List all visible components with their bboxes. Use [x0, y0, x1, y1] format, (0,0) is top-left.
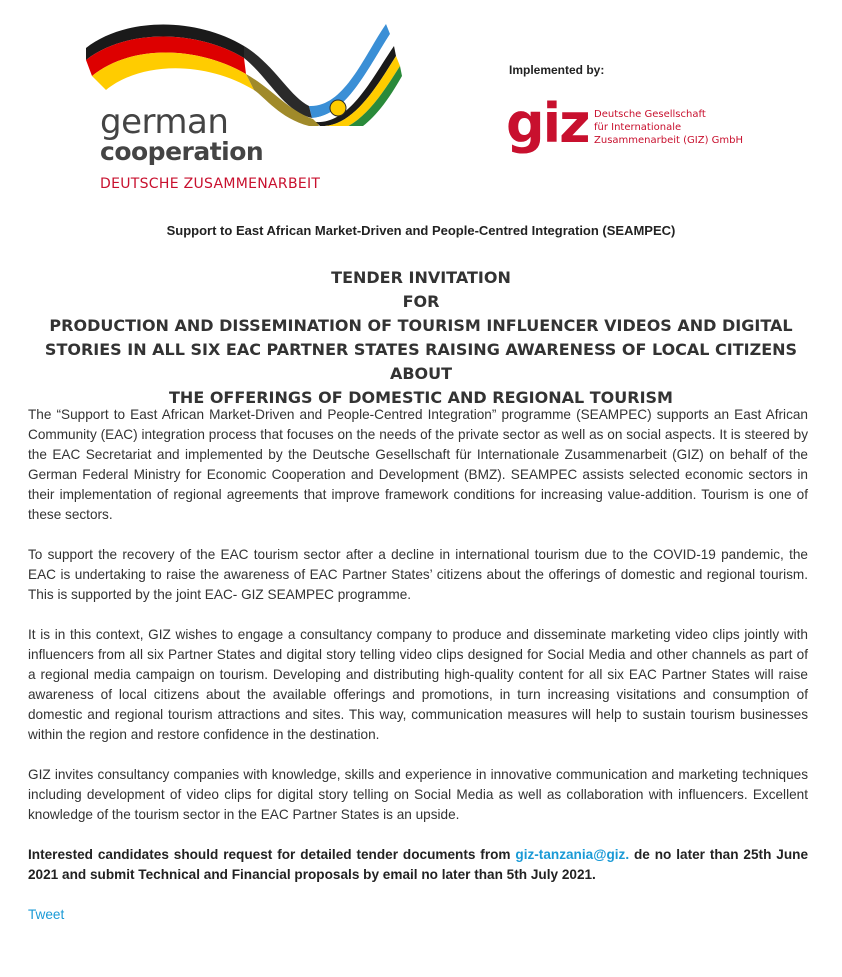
- email-link[interactable]: giz-tanzania@giz.: [515, 847, 630, 862]
- closing-text-after-link: de no later than 25th June 2021 and submit Technical and Financial proposals by email no later than 5th July 2021.: [28, 847, 809, 882]
- german-cooperation-logo: [84, 16, 404, 196]
- logo-word-deutsche-zusammenarbeit: DEUTSCHE ZUSAMMENARBEIT: [100, 176, 321, 192]
- closing-text-before-link: Interested candidates should request for detailed tender documents from: [28, 847, 516, 862]
- title-line-3: PRODUCTION AND DISSEMINATION OF TOURISM INFLUENCER VIDEOS AND DIGITAL: [49, 316, 793, 335]
- giz-name-line-2: für Internationale: [594, 122, 682, 133]
- logo-word-german: german: [100, 102, 229, 142]
- tweet-link[interactable]: Tweet: [28, 907, 65, 922]
- giz-full-name: [594, 108, 743, 147]
- title-line-2: FOR: [402, 292, 440, 311]
- paragraph-invitation: GIZ invites consultancy companies with knowledge, skills and experience in innovative communication and marketing techniques including development of video clips for digital story telling on Social Media as well as collaboration with influencers. Excellent knowledge of the tourism sector in the EAC Partner States is an upside.: [28, 767, 808, 822]
- giz-wordmark: giz: [506, 92, 589, 155]
- programme-subtitle: Support to East African Market-Driven and People-Centred Integration (SEAMPEC): [166, 223, 676, 238]
- logo-word-cooperation: cooperation: [100, 137, 264, 166]
- paragraph-recovery: To support the recovery of the EAC tourism sector after a decline in international tourism due to the COVID-19 pandemic, the EAC is undertaking to raise the awareness of EAC Partner States’ citizens about the offerings of domestic and regional tourism. This is supported by the joint EAC- GIZ SEAMPEC programme.: [28, 547, 808, 602]
- paragraph-context: It is in this context, GIZ wishes to engage a consultancy company to produce and disseminate marketing video clips jointly with influencers from all six Partner States and digital story telling video clips designed for Social Media and other channels as part of a regional media campaign on tourism. Developing and distributing high-quality content for all six EAC Partner States will raise awareness of local citizens about the available offerings and promotions, in turn increasing visitations and consumption of domestic and regional tourism attractions and sites. This way, communication measures will help to sustain tourism businesses within the region and restore confidence in the destination.: [28, 627, 808, 742]
- implemented-by-label: Implemented by:: [509, 63, 605, 77]
- giz-name-line-1: Deutsche Gesellschaft: [594, 109, 706, 120]
- tender-body: [28, 405, 808, 925]
- paragraph-closing: [28, 845, 808, 885]
- title-line-4: STORIES IN ALL SIX EAC PARTNER STATES RAISING AWARENESS OF LOCAL CITIZENS ABOUT: [44, 340, 798, 383]
- tender-title: [30, 266, 812, 410]
- page-header: [0, 0, 842, 205]
- giz-name-line-3: Zusammenarbeit (GIZ) GmbH: [594, 135, 744, 146]
- title-line-1: TENDER INVITATION: [331, 268, 511, 287]
- paragraph-intro: The “Support to East African Market-Driven and People-Centred Integration” programme (SEAMPEC) supports an East African Community (EAC) integration process that focuses on the needs of the private sector as well as on social aspects. It is steered by the EAC Secretariat and implemented by the Deutsche Gesellschaft für Internationale Zusammenarbeit (GIZ) on behalf of the German Federal Ministry for Economic Cooperation and Development (BMZ). SEAMPEC assists selected economic sectors in their implementation of regional agreements that improve framework conditions for increasing value-addition. Tourism is one of these sectors.: [28, 407, 808, 522]
- title-line-5: THE OFFERINGS OF DOMESTIC AND REGIONAL TOURISM: [169, 388, 673, 407]
- giz-logo: [506, 92, 766, 166]
